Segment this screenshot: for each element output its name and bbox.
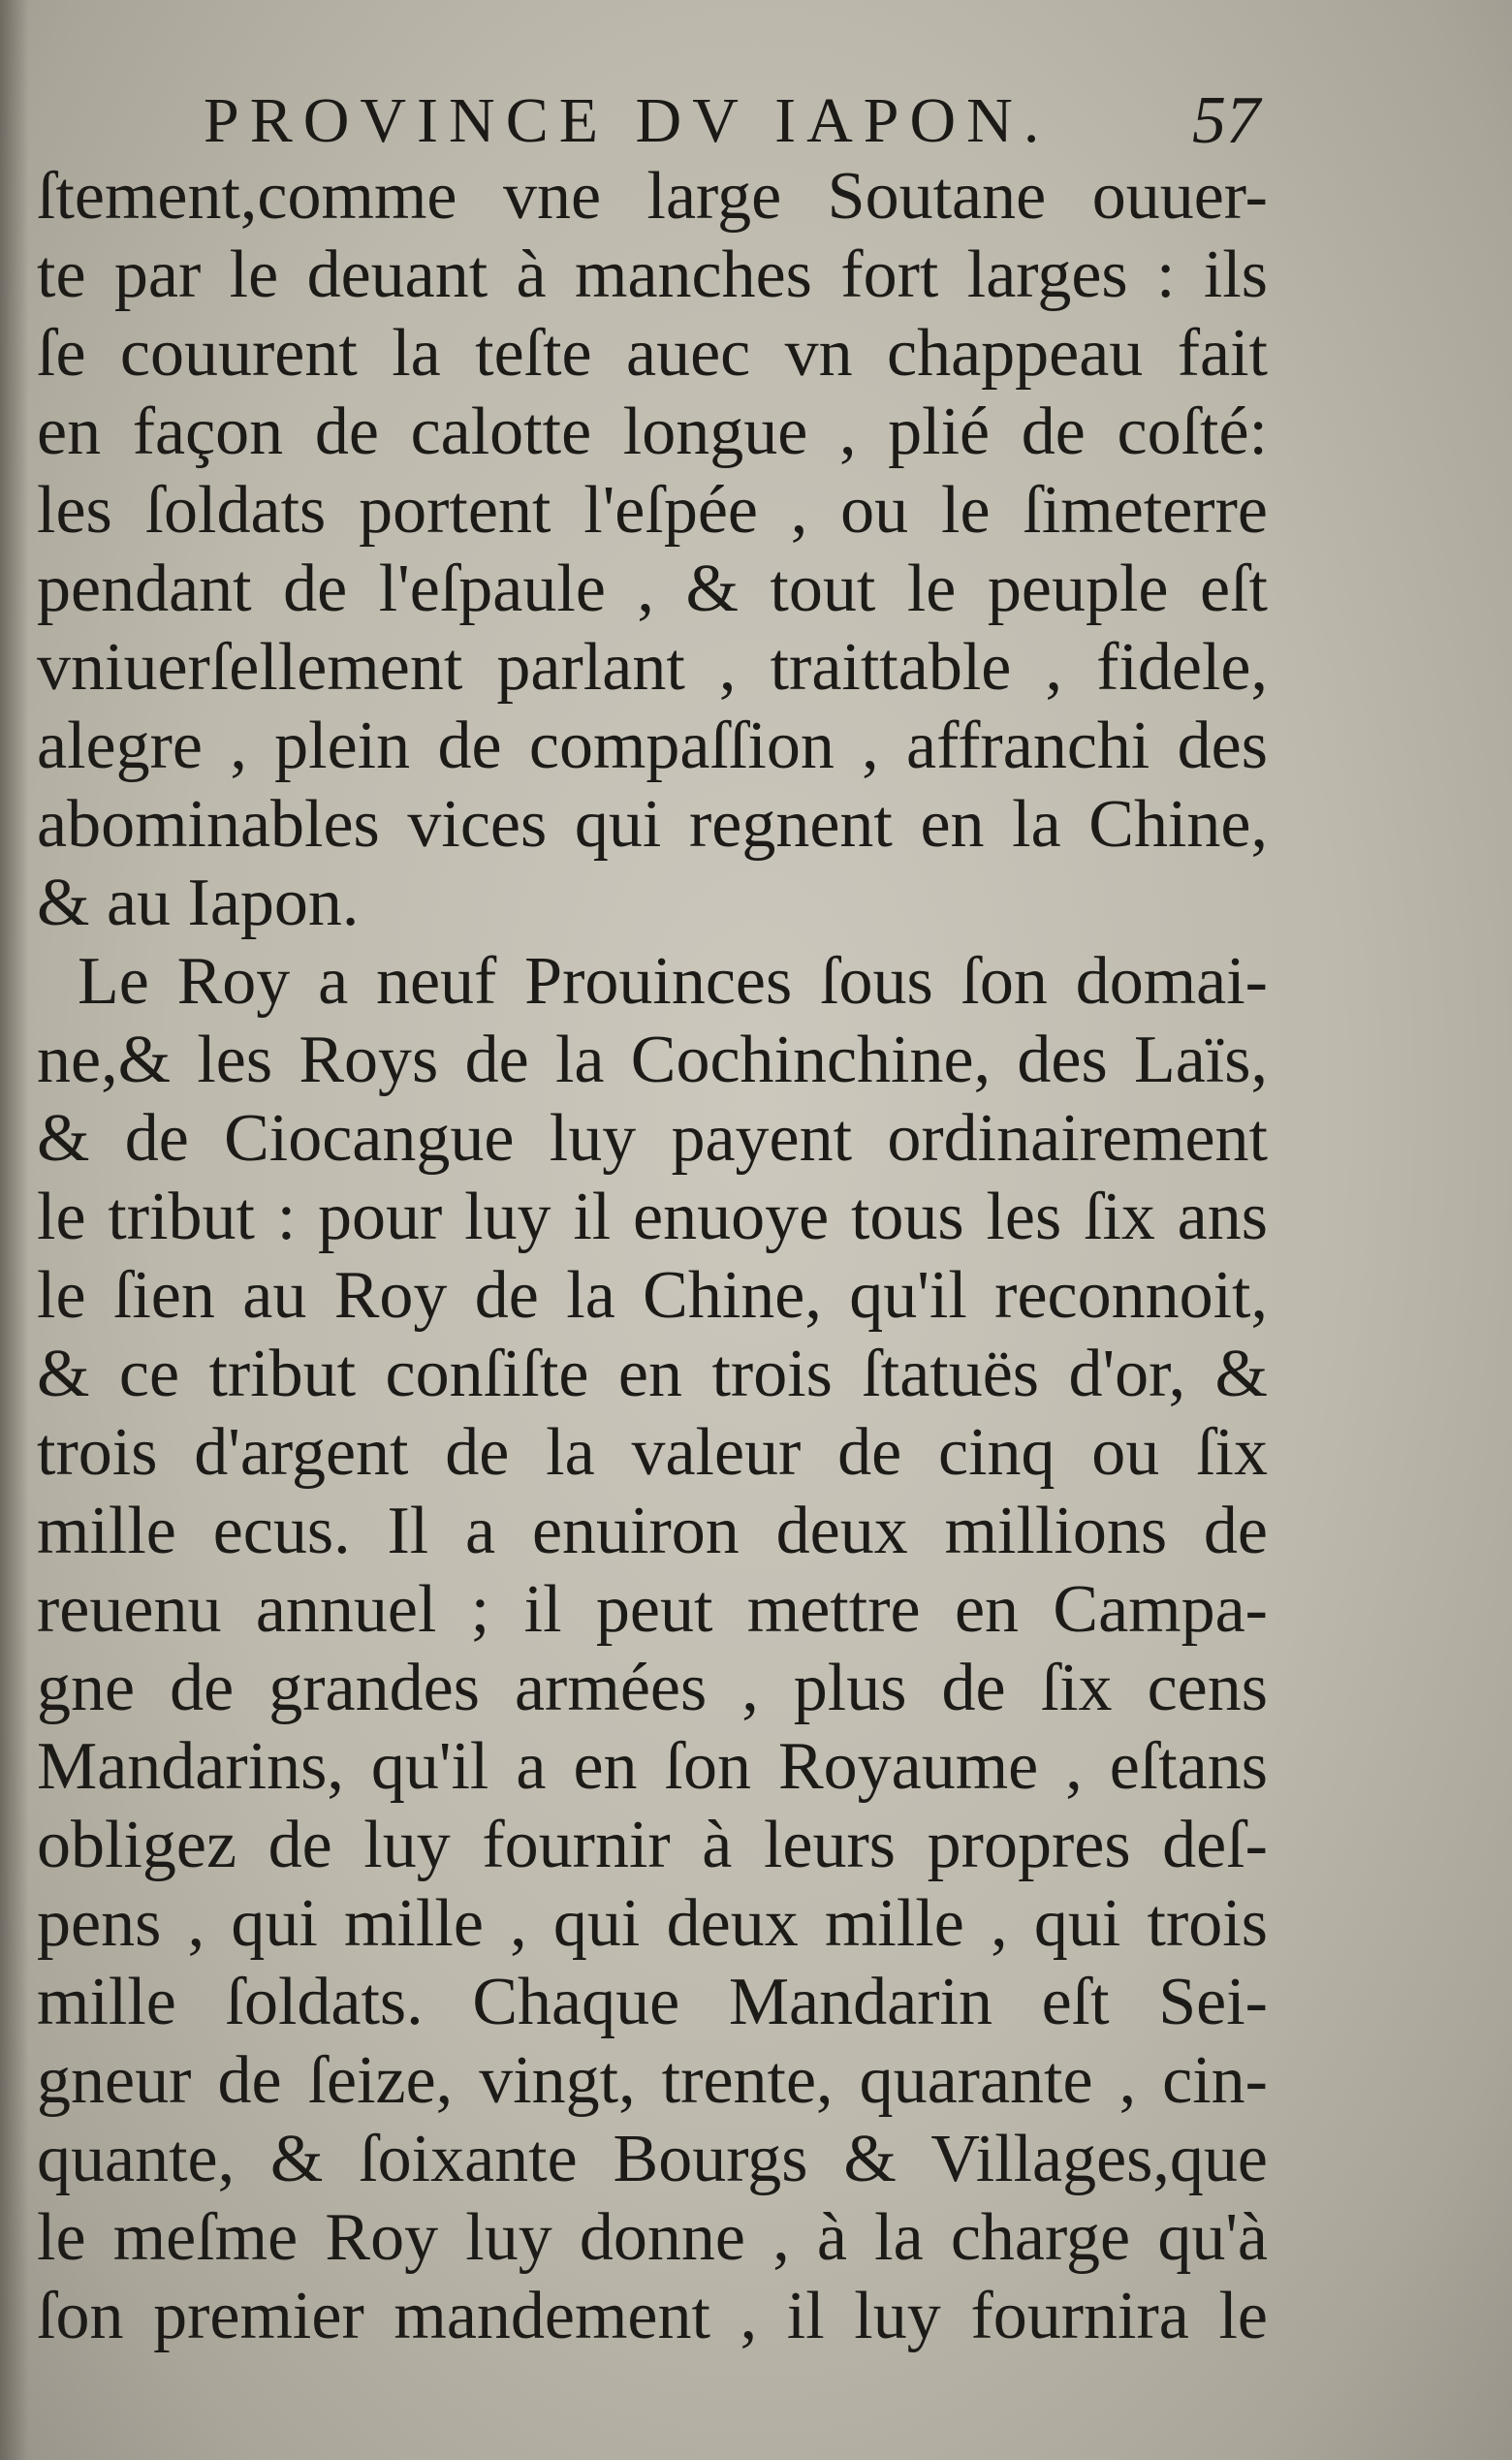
text-line: te par le deuant à manches fort larges : ils <box>37 237 1268 312</box>
text-line: mille ſoldats. Chaque Mandarin eſt Sei- <box>37 1965 1268 2039</box>
text-line: le tribut : pour luy il enuoye tous les ſix ans <box>37 1180 1268 1254</box>
text-line: ſe couurent la teſte auec vn chappeau fait <box>37 316 1268 391</box>
text-line: pendant de l'eſpaule , & tout le peuple eſt <box>37 552 1268 626</box>
text-line: quante, & ſoixante Bourgs & Villages,que <box>37 2122 1268 2196</box>
text-line: ſtement,comme vne large Soutane ouuer- <box>37 159 1268 234</box>
body-text <box>37 157 1268 2355</box>
text-line: Mandarins, qu'il a en ſon Royaume , eſtans <box>37 1729 1268 1804</box>
text-line: gne de grandes armées , plus de ſix cens <box>37 1651 1268 1725</box>
running-title: PROVINCE DV IAPON. <box>204 85 1051 156</box>
text-line: ne,& les Roys de la Cochinchine, des Laïs, <box>37 1023 1268 1097</box>
text-line: trois d'argent de la valeur de cinq ou ſix <box>37 1415 1268 1490</box>
text-line: & de Ciocangue luy payent ordinairement <box>37 1101 1268 1176</box>
paragraph-start-line: Le Roy a neuf Prouinces ſous ſon domai- <box>78 944 1268 1019</box>
text-line: ſon premier mandement , il luy fournira le <box>37 2279 1268 2353</box>
text-line: gneur de ſeize, vingt, trente, quarante , cin- <box>37 2043 1268 2118</box>
text-line: reuenu annuel ; il peut mettre en Campa- <box>37 1572 1268 1647</box>
text-line: abominables vices qui regnent en la Chine, <box>37 787 1268 862</box>
text-line: le meſme Roy luy donne , à la charge qu'à <box>37 2200 1268 2275</box>
text-line: vniuerſellement parlant , traittable , fidele, <box>37 630 1268 705</box>
text-line: alegre , plein de compaſſion , affranchi des <box>37 709 1268 783</box>
text-line: obligez de luy fournir à leurs propres deſ- <box>37 1808 1268 1882</box>
paragraph-end-line: & au Iapon. <box>37 866 360 940</box>
text-line: en façon de calotte longue , plié de coſté: <box>37 394 1268 469</box>
text-line: & ce tribut conſiſte en trois ſtatuës d'or, & <box>37 1337 1268 1411</box>
text-line: mille ecus. Il a enuiron deux millions de <box>37 1494 1268 1568</box>
text-line: les ſoldats portent l'eſpée , ou le ſimeterre <box>37 473 1268 548</box>
page-number: 57 <box>1192 83 1260 158</box>
text-line: pens , qui mille , qui deux mille , qui trois <box>37 1886 1268 1961</box>
text-line: le ſien au Roy de la Chine, qu'il reconnoit, <box>37 1258 1268 1333</box>
